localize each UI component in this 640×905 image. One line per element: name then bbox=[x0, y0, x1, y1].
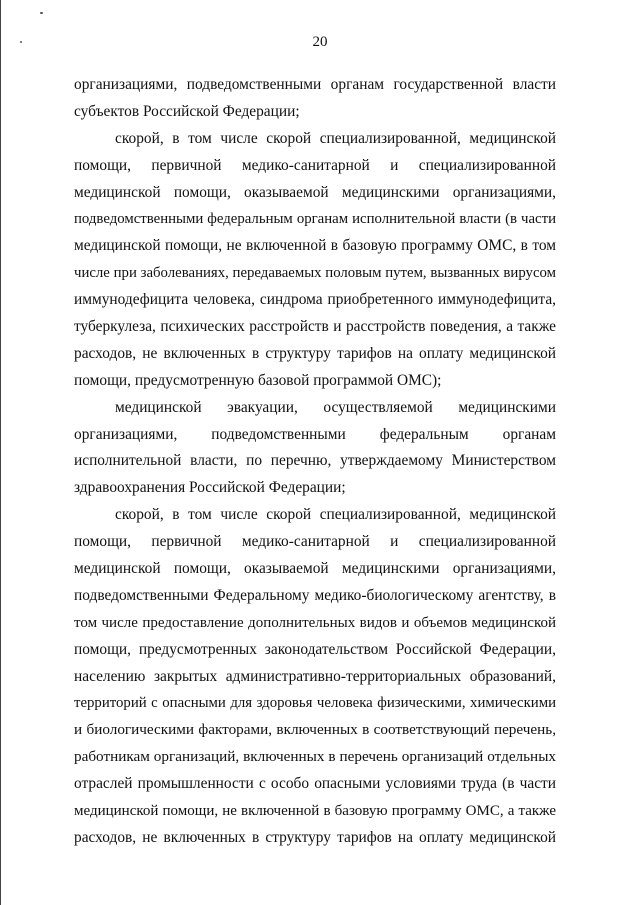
text-line: помощи, предусмотренных законодательством Российской Федерации, bbox=[74, 640, 556, 658]
text-line: расходов, не включенных в структуру тарифов на оплату медицинской bbox=[74, 828, 556, 846]
text-line: подведомственными Федеральному медико-биологическому агентству, в bbox=[74, 586, 556, 604]
text-line: исполнительной власти, по перечню, утверждаемому Министерством bbox=[74, 452, 556, 470]
text-line: подведомственными федеральным органам исполнительной власти (в части bbox=[74, 211, 556, 228]
scan-edge-line bbox=[0, 0, 1, 905]
text-line: иммунодефицита человека, синдрома приобретенного иммунодефицита, bbox=[74, 291, 556, 309]
scan-speck bbox=[40, 12, 43, 14]
text-line: здравоохранения Российской Федерации; bbox=[74, 479, 346, 497]
text-line: работникам организаций, включенных в перечень организаций отдельных bbox=[74, 748, 556, 766]
text-line: туберкулеза, психических расстройств и расстройств поведения, а также bbox=[74, 318, 556, 336]
text-line: помощи, первичной медико-санитарной и специализированной bbox=[74, 533, 556, 551]
text-line: скорой, в том числе скорой специализированной, медицинской bbox=[115, 506, 556, 524]
text-line: помощи, предусмотренную базовой программой ОМС); bbox=[74, 371, 442, 389]
text-line: медицинской помощи, оказываемой медицинскими организациями, bbox=[74, 183, 556, 201]
text-line: организациями, подведомственными федеральным органам bbox=[74, 425, 556, 443]
text-line: организациями, подведомственными органам государственной власти bbox=[74, 76, 556, 93]
text-line: числе при заболеваниях, передаваемых половым путем, вызванных вирусом bbox=[74, 265, 556, 282]
text-line: медицинской эвакуации, осуществляемой медицинскими bbox=[115, 398, 556, 416]
text-line: отраслей промышленности с особо опасными условиями труда (в части bbox=[74, 775, 556, 793]
text-line: и биологическими факторами, включенных в соответствующий перечень, bbox=[74, 721, 556, 739]
text-line: скорой, в том числе скорой специализированной, медицинской bbox=[115, 129, 556, 147]
text-line: медицинской помощи, не включенной в базовую программу ОМС, в том bbox=[74, 237, 556, 255]
text-line: том числе предоставление дополнительных видов и объемов медицинской bbox=[74, 614, 556, 631]
text-line: медицинской помощи, оказываемой медицинскими организациями, bbox=[74, 560, 556, 578]
page-number: 20 bbox=[312, 34, 328, 50]
text-line: территорий с опасными для здоровья человека физическими, химическими bbox=[74, 695, 556, 712]
text-line: расходов, не включенных в структуру тарифов на оплату медицинской bbox=[74, 344, 556, 362]
text-line: населению закрытых административно-территориальных образований, bbox=[74, 667, 556, 685]
text-line: помощи, первичной медико-санитарной и специализированной bbox=[74, 156, 556, 174]
text-line: медицинской помощи, не включенной в базовую программу ОМС, а также bbox=[74, 803, 556, 820]
text-line: субъектов Российской Федерации; bbox=[74, 102, 300, 120]
document-body bbox=[74, 72, 556, 852]
